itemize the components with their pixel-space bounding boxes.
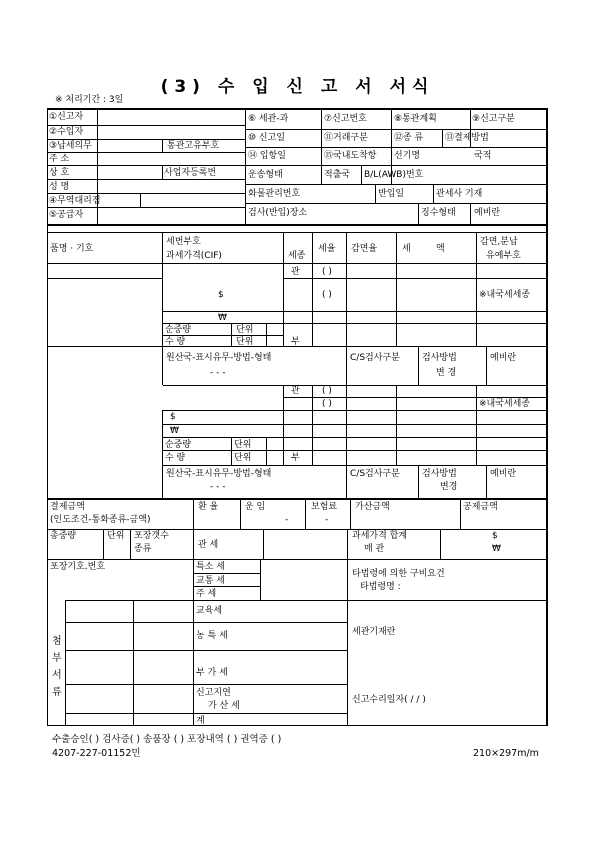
b2-bu: 부 — [291, 453, 300, 463]
header-mid-divider — [245, 108, 246, 224]
label-liquor-tax: 주 세 — [196, 589, 217, 599]
label-insurance: 보험료 — [311, 502, 338, 512]
vline — [321, 165, 322, 184]
b1-internal-tax: ※내국세세종 — [479, 290, 531, 300]
vline — [486, 346, 487, 385]
label-business-no: 사업자등록번 — [164, 168, 217, 178]
b2-origin: 원산국-표시유무-방법-형태 — [166, 469, 272, 479]
b2-insp-method: 검사방법 — [422, 469, 457, 479]
footer-form-no: 4207-227-01152민 — [52, 748, 141, 759]
insurance-dash: - — [325, 515, 329, 525]
hline — [163, 346, 547, 347]
label-clearance-plan: ⑧통관계획 — [394, 114, 437, 124]
vline — [418, 465, 419, 500]
label-vessel: 선기명 — [394, 151, 421, 161]
vline — [103, 529, 104, 559]
label-trans-type: ⑪거래구분 — [324, 133, 368, 143]
b2-customs: 관 — [291, 386, 300, 396]
label-domestic-port: ⑮국내도착항 — [324, 151, 377, 161]
vline — [65, 600, 66, 725]
label-other-law: 타법령에 의한 구비요건 — [352, 569, 445, 579]
hline — [47, 179, 245, 180]
hline — [163, 410, 547, 411]
label-special-tax: 특소 세 — [196, 562, 225, 572]
vline — [321, 108, 322, 166]
col-tax-type: 세종 — [288, 251, 306, 261]
label-remarks: 예비란 — [474, 208, 501, 218]
col-hs-code: 세번부호 — [166, 237, 201, 247]
label-additions: 가산금액 — [355, 502, 390, 512]
vline — [193, 500, 194, 529]
col-reduction-note: 감면,분납 — [480, 237, 518, 247]
label-vat: 부 가 세 — [196, 668, 228, 678]
label-name: 성 명 — [49, 182, 70, 192]
b2-won: ₩ — [170, 426, 179, 436]
hline — [193, 622, 347, 623]
hline — [163, 424, 547, 425]
b1-origin: 원산국-표시유무-방법-형태 — [166, 353, 272, 363]
b2-unit: 단위 — [234, 440, 252, 450]
label-kind: ⑫종 류 — [394, 133, 424, 143]
vline — [260, 559, 261, 600]
hline — [65, 622, 193, 623]
hline — [245, 165, 546, 166]
vline — [312, 232, 313, 346]
b1-change: 변 경 — [436, 368, 457, 378]
b1-dollar: $ — [218, 290, 224, 300]
vline — [442, 129, 443, 147]
hline — [65, 684, 193, 685]
form-title: (3) 수 입 신 고 서 서식 — [160, 77, 435, 97]
vline — [162, 165, 163, 179]
label-attach: 첨부서류 — [52, 636, 62, 698]
b2-cs-check: C/S검사구분 — [350, 469, 400, 479]
hline — [163, 450, 547, 451]
label-pkg-marks: 포장기호.번호 — [50, 562, 106, 572]
label-customs-code: 통관고유부호 — [167, 141, 220, 151]
b1-qty: 수 량 — [165, 337, 186, 347]
hline — [245, 203, 546, 204]
col-tax-amount: 세 — [402, 244, 411, 254]
b1-unit: 단위 — [236, 325, 254, 335]
label-decl-no: ⑦신고번호 — [324, 114, 367, 124]
vline — [162, 139, 163, 152]
b1-cs-check: C/S검사구분 — [350, 353, 400, 363]
freight-dash: - — [285, 515, 289, 525]
vline — [346, 346, 347, 385]
hline — [47, 529, 547, 530]
vline — [418, 346, 419, 385]
hline — [245, 184, 546, 185]
vline — [346, 232, 347, 346]
vline — [283, 232, 284, 346]
label-exchange: 환 율 — [198, 502, 219, 512]
vline — [350, 500, 351, 529]
hline — [347, 600, 547, 601]
b1-remarks: 예비란 — [490, 353, 517, 363]
footer-docs: 수출승인( ) 검사증( ) 송품장 ( ) 포장내역 ( ) 권역증 ( ) — [52, 734, 282, 745]
vline — [263, 529, 264, 559]
label-education-tax: 교육세 — [196, 606, 223, 616]
label-late-fee: 신고지연 — [196, 688, 231, 698]
label-acceptance-date: 신고수리일자( / / ) — [352, 695, 426, 705]
b1-bu: 부 — [291, 337, 300, 347]
label-trade-name: 상 호 — [49, 168, 70, 178]
hline — [245, 147, 546, 148]
vline — [140, 193, 141, 207]
b2-paren2: ( ) — [322, 399, 332, 409]
vline — [346, 465, 347, 500]
b1-unit2: 단위 — [236, 337, 254, 347]
frame-top — [47, 108, 547, 110]
b2-change: 변경 — [440, 482, 458, 492]
vline — [162, 410, 163, 500]
vline — [375, 184, 376, 203]
b1-paren: ( ) — [322, 267, 332, 277]
b2-unit2: 단위 — [234, 453, 252, 463]
frame-right — [546, 108, 548, 726]
col-reduction-rate: 감면율 — [351, 244, 378, 254]
hline — [47, 346, 163, 347]
col-reduction-note-2: 유예부호 — [486, 251, 521, 261]
label-taxable-total: 과세가격 합계 — [352, 531, 408, 541]
b1-insp-method: 검사방법 — [422, 353, 457, 363]
label-transport: 운송형태 — [248, 170, 283, 180]
label-payment-amount: 결제금액 — [50, 502, 85, 512]
vline — [396, 232, 397, 346]
label-taxable-total-2: 매 관 — [364, 544, 385, 554]
hline — [47, 207, 245, 208]
b1-customs: 관 — [291, 267, 300, 277]
totals-separator — [47, 498, 547, 500]
vline — [266, 323, 267, 346]
hline — [283, 278, 547, 279]
hline — [163, 311, 547, 312]
b2-paren: ( ) — [322, 386, 332, 396]
label-declarant: ①신고자 — [49, 112, 84, 122]
label-traffic-tax: 교통 세 — [196, 576, 225, 586]
frame-left — [47, 108, 48, 726]
hline — [163, 465, 547, 466]
hline — [193, 650, 347, 651]
hline — [163, 385, 547, 386]
label-loading-country: 적출국 — [324, 170, 351, 180]
label-pkg-count: 포장갯수 — [134, 531, 169, 541]
label-gross-weight: 총중량 — [50, 531, 77, 541]
vline — [231, 323, 232, 346]
hline — [47, 193, 245, 194]
label-customs: ⑥ 세관-과 — [248, 114, 289, 124]
taxable-won: ₩ — [492, 544, 501, 554]
label-incoterms: (인도조건-통화종류-금액) — [50, 515, 151, 525]
hline — [47, 278, 163, 279]
hline — [65, 600, 193, 601]
b1-won: ₩ — [218, 313, 227, 323]
vline — [240, 500, 241, 529]
label-supplier: ⑤공급자 — [49, 210, 84, 220]
label-freight: 운 임 — [245, 502, 266, 512]
col-taxable-value: 과세가격(CIF) — [166, 251, 222, 261]
label-late-fee-2: 가 산 세 — [208, 701, 240, 711]
label-officer: 관세사 기재 — [436, 189, 483, 199]
vline — [433, 184, 434, 203]
vline — [162, 323, 163, 385]
vline — [361, 165, 362, 184]
vline — [470, 203, 471, 224]
vline — [231, 437, 232, 465]
vline — [305, 500, 306, 529]
processing-period: ※ 처리기간 : 3일 — [55, 95, 124, 105]
label-cargo-no: 화물관리번호 — [248, 189, 301, 199]
hline — [47, 139, 245, 140]
hline — [193, 573, 260, 574]
hline — [47, 232, 547, 233]
vline — [133, 600, 134, 725]
label-deductions: 공제금액 — [463, 502, 498, 512]
label-payment-method: ⑬결제방법 — [445, 133, 489, 143]
label-customs-duty: 관 세 — [198, 540, 219, 550]
hline — [47, 125, 245, 126]
label-inspection-place: 검사(반입)장소 — [248, 208, 308, 218]
col-tax-amount-2: 액 — [436, 244, 445, 254]
b2-dashes: - - - — [210, 482, 226, 492]
hline — [65, 650, 193, 651]
label-entry-date: 반입일 — [378, 189, 405, 199]
label-decl-date: ⑩ 신고일 — [248, 133, 286, 143]
hline — [65, 713, 193, 714]
hline — [193, 684, 347, 685]
vline — [418, 203, 419, 224]
taxable-dollar: $ — [492, 531, 498, 541]
hline — [47, 165, 245, 166]
footer-size: 210×297m/m — [473, 748, 539, 759]
hline — [193, 600, 347, 601]
label-decl-type: ⑨신고구분 — [472, 114, 515, 124]
label-nationality: 국적 — [474, 151, 492, 161]
label-gross-unit: 단위 — [107, 531, 125, 541]
b1-net-weight: 순중량 — [165, 325, 192, 335]
section-separator — [47, 224, 547, 226]
vline — [130, 529, 131, 559]
b2-dollar: $ — [170, 412, 176, 422]
b2-internal-tax: ※내국세세종 — [479, 399, 531, 409]
vline — [476, 232, 477, 346]
vline — [486, 465, 487, 500]
label-agri-tax: 농 특 세 — [196, 631, 228, 641]
b1-dashes: - - - — [210, 368, 226, 378]
hline — [193, 713, 347, 714]
label-trade-agent: ④무역대리점 — [49, 196, 101, 206]
label-address: 주 소 — [49, 154, 70, 164]
label-pkg-kind: 종류 — [134, 544, 152, 554]
b2-remarks: 예비란 — [490, 469, 517, 479]
label-tax-collection: 징수형태 — [421, 208, 456, 218]
hline — [245, 129, 546, 130]
label-customs-remark: 세관기재란 — [352, 627, 396, 637]
label-importer: ②수입자 — [49, 127, 84, 137]
b2-qty: 수 량 — [165, 453, 186, 463]
hline — [47, 263, 547, 264]
label-bl-no: B/L(AWB)번호 — [364, 170, 424, 180]
frame-bottom — [47, 725, 548, 726]
hline — [47, 152, 245, 153]
b2-net-weight: 순중량 — [165, 440, 192, 450]
vline — [460, 500, 461, 529]
vline — [266, 437, 267, 465]
hline — [47, 559, 547, 560]
vline — [440, 529, 441, 559]
b1-paren2: ( ) — [322, 290, 332, 300]
label-total: 계 — [196, 716, 205, 726]
col-tax-rate: 세율 — [318, 244, 336, 254]
label-tax-payer: ③납세의무 — [49, 141, 92, 151]
col-item-name: 품명 · 기호 — [50, 244, 94, 254]
hline — [163, 437, 547, 438]
label-arrival-date: ⑭ 입항일 — [248, 151, 286, 161]
hline — [283, 397, 547, 398]
label-other-law-2: 타법령명 : — [360, 582, 401, 592]
